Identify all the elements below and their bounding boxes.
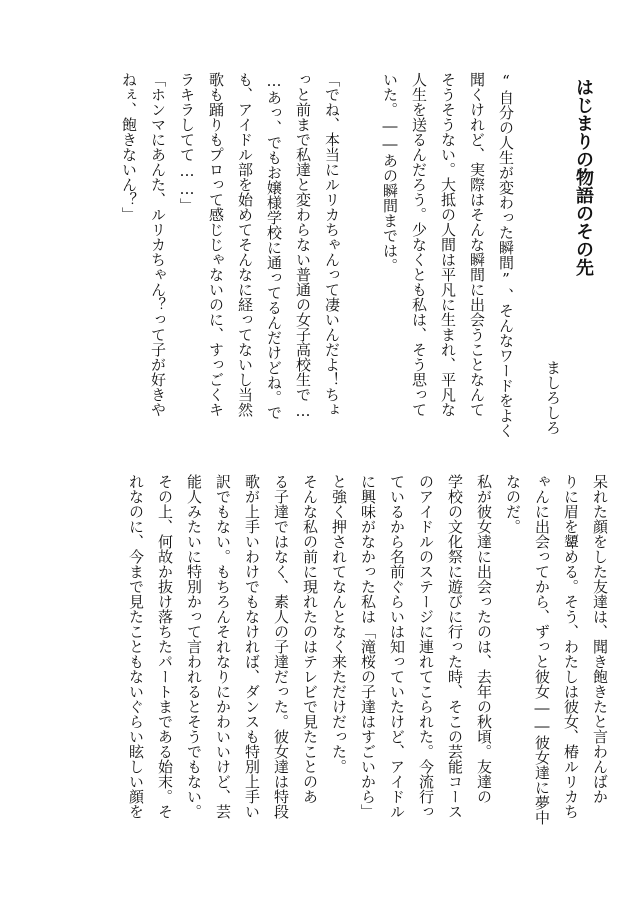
- text-column: のアイドルのステージに連れてこられた。今流行っ: [417, 474, 435, 819]
- text-column: “自分の人生が変わった瞬間”、そんなワードをよく: [497, 72, 515, 438]
- text-column: 能人みたいに特別かって言われるとそうでもない。: [185, 474, 203, 819]
- text-column: …あっ、でもお嬢様学校に通ってるんだけどね。で: [265, 72, 283, 420]
- text-column: っと前まで私達と変わらない普通の女子高校生で…: [294, 72, 312, 420]
- author-name: ましろしろ: [544, 360, 562, 435]
- text-column: 呆れた顔をした友達は、聞き飽きたと言わんばか: [591, 474, 609, 804]
- text-column: りに眉を顰める。そう、わたしは彼女、椿ルリカち: [562, 474, 580, 819]
- text-column: 歌が上手いわけでもなければ、ダンスも特別上手い: [243, 474, 261, 819]
- text-column: 人生を送るんだろう。少なくとも私は、そう思って: [410, 72, 428, 417]
- text-column: 聞くけれど、実際はそんな瞬間に出会うことなんて: [468, 72, 486, 417]
- text-column: に興味がなかった私は「滝桜の子達はすごいから」: [359, 474, 377, 819]
- text-column: 歌も踊りもプロって感じじゃないのに、すっごくキ: [207, 72, 225, 417]
- text-column: ゃんに出会ってから、ずっと彼女――彼女達に夢中: [533, 474, 551, 825]
- text-column: 学校の文化祭に遊びに行った時、そこの芸能コース: [446, 474, 464, 819]
- text-column: 私が彼女達に出会ったのは、去年の秋頃。友達の: [475, 474, 493, 804]
- text-column: そうそうない。大抵の人間は平凡に生まれ、平凡な: [439, 72, 457, 417]
- text-column: れなのに、今まで見たこともないぐらい眩しい顔を: [127, 474, 145, 819]
- text-column: ているから名前ぐらいは知っていたけど、アイドル: [388, 474, 406, 819]
- text-column: も、アイドル部を始めてそんなに経ってないし当然: [236, 72, 254, 417]
- text-column: ねぇ、飽きないん？」: [120, 72, 138, 222]
- story-title: はじまりの物語のその先: [573, 78, 594, 276]
- text-column: なのだ。: [504, 474, 522, 534]
- text-column: 「ホンマにあんた、ルリカちゃん？って子が好きや: [149, 72, 167, 417]
- text-column: と強く押されてなんとなく来ただけだった。: [330, 474, 348, 774]
- text-column: いた。――あの瞬間までは。: [381, 72, 399, 273]
- text-column: そんな私の前に現れたのはテレビで見たことのあ: [301, 474, 319, 804]
- text-column: 訳でもない。もちろんそれなりにかわいいけど、芸: [214, 474, 232, 819]
- text-column: ラキラしてて……」: [178, 72, 196, 213]
- text-column: 「でね、本当にルリカちゃんって凄いんだよ！ちょ: [323, 72, 341, 417]
- text-column: る子達ではなく、素人の子達だった。彼女達は特段: [272, 474, 290, 819]
- text-column: その上、何故か抜け落ちたパートまである始末。そ: [156, 474, 174, 819]
